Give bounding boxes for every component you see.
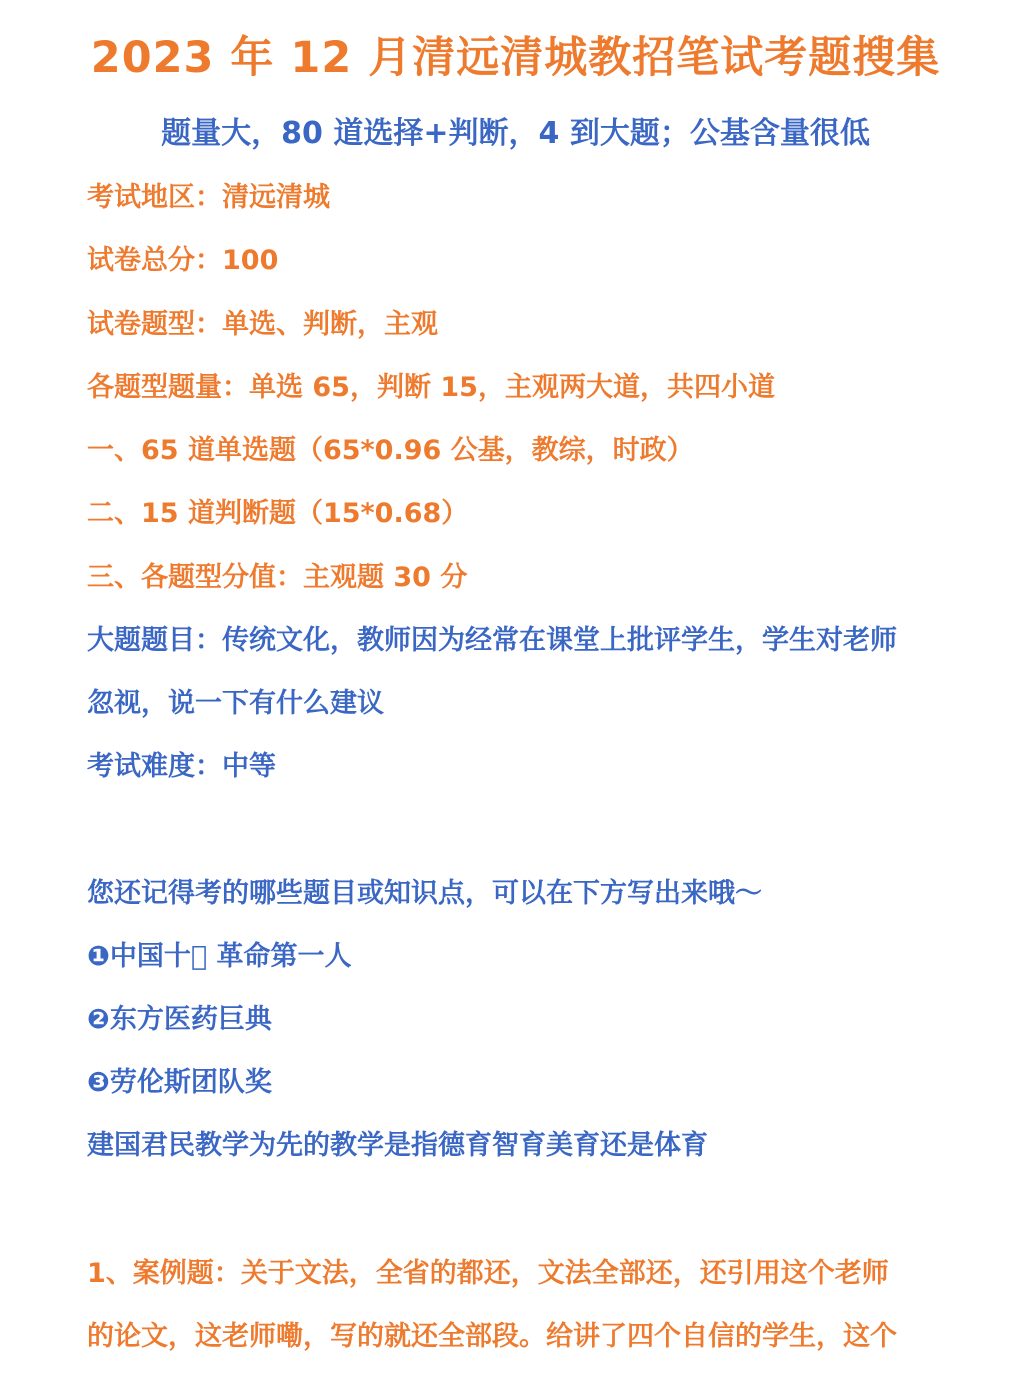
essay-topic-line2: 忽视，说一下有什么建议 [87,688,384,719]
page-title: 2023 年 12 月清远清城教招笔试考题搜集 [90,33,941,83]
exam-difficulty: 考试难度：中等 [87,751,276,782]
question-types: 试卷题型：单选、判断，主观 [87,309,438,340]
recall-item-1: ❶中国十􏰀 革命第一人 [87,941,352,972]
exam-region: 考试地区：清远清城 [87,182,330,213]
case-question-line1: 1、案例题：关于文法，全省的都还，文法全部还，还引用这个老师 [87,1258,889,1289]
section-true-false: 二、15 道判断题（15*0.68） [87,498,469,529]
essay-topic-line1: 大题题目：传统文化，教师因为经常在课堂上批评学生，学生对老师 [87,625,897,656]
recall-item-4: 建国君民教学为先的教学是指德育智育美育还是体育 [87,1130,708,1161]
recall-prompt: 您还记得考的哪些题目或知识点，可以在下方写出来哦～ [87,878,762,909]
section-single-choice: 一、65 道单选题（65*0.96 公基，教综，时政） [87,435,694,466]
page-subtitle: 题量大，80 道选择+判断，4 到大题；公基含量很低 [161,116,870,151]
case-question-line2: 的论文，这老师嘞，写的就还全部段。给讲了四个自信的学生，这个 [87,1321,897,1352]
recall-item-2: ❷东方医药巨典 [87,1004,272,1035]
total-score: 试卷总分：100 [87,245,279,276]
question-counts: 各题型题量：单选 65，判断 15，主观两大道，共四小道 [87,372,775,403]
section-subjective: 三、各题型分值：主观题 30 分 [87,562,468,593]
recall-item-3: ❸劳伦斯团队奖 [87,1067,272,1098]
